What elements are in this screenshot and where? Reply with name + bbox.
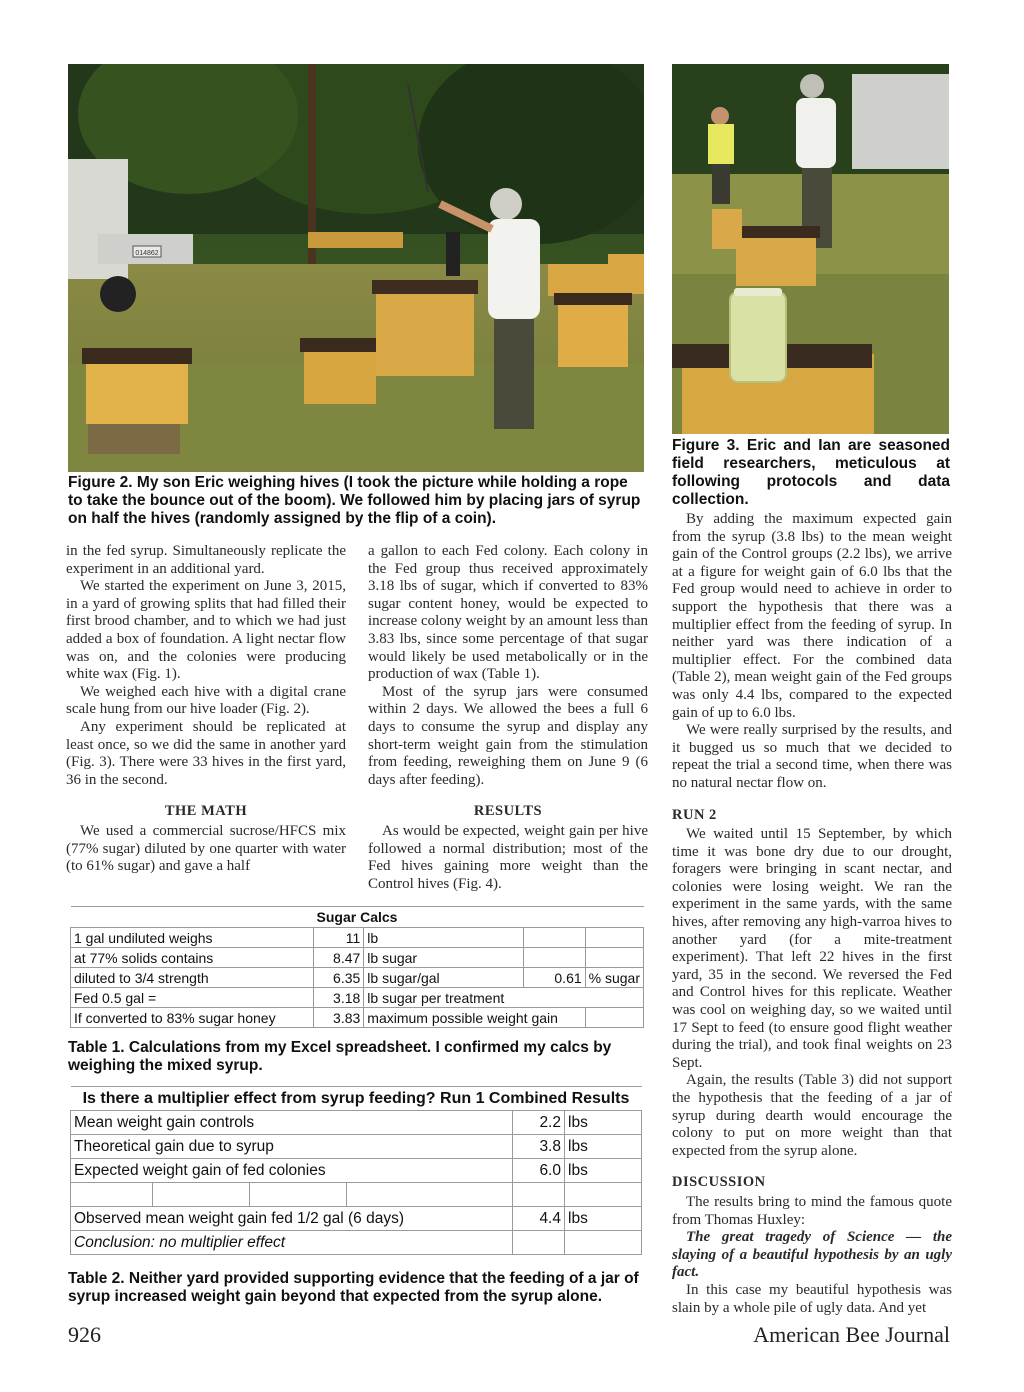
table-cell: 6.35 (314, 968, 364, 988)
table-cell: 8.47 (314, 948, 364, 968)
table-row (71, 1008, 644, 1028)
column-2 (368, 543, 648, 893)
table-cell: If converted to 83% sugar honey (71, 1008, 314, 1028)
page-number: 926 (68, 1322, 101, 1347)
table-cell: Theoretical gain due to syrup (71, 1135, 513, 1159)
table-cell: lb sugar (364, 948, 524, 968)
table-cell (585, 948, 643, 968)
heading-discussion: DISCUSSION (672, 1174, 766, 1191)
table-2-run-1-results (70, 1086, 642, 1255)
col1-paragraph-1: in the fed syrup. Simultaneously replicate the experiment in an additional yard. (66, 543, 346, 577)
table-cell: Expected weight gain of fed colonies (71, 1159, 513, 1183)
column-3 (672, 511, 952, 1317)
figure-3-image (672, 64, 949, 434)
table-row (71, 968, 644, 988)
table-1-sugar-calcs (70, 906, 644, 1028)
col1-paragraph-5: We used a commercial sucrose/HFCS mix (77% sugar) diluted by one quarter with water (to 61% sugar) and gave a half (66, 822, 346, 875)
figure-3-caption: Figure 3. Eric and Ian are seasoned field researchers, meticulous at following protocols and data collection. (672, 437, 950, 508)
column-1 (66, 543, 346, 876)
table-cell (71, 1183, 153, 1207)
table-cell: lbs (565, 1207, 642, 1231)
table-cell: 6.0 (513, 1159, 565, 1183)
table-cell (524, 928, 585, 948)
col1-paragraph-3: We weighed each hive with a digital crane scale hung from our hive loader (Fig. 2). (66, 683, 346, 718)
table-cell (347, 1183, 513, 1207)
table-cell: 0.61 (524, 968, 585, 988)
heading-the-math: THE MATH (164, 803, 248, 820)
table-row (71, 1111, 642, 1135)
table-cell: lbs (565, 1111, 642, 1135)
figure-3-photo (672, 64, 949, 434)
figure-2-image (68, 64, 644, 472)
table-2-title: Is there a multiplier effect from syrup feeding? Run 1 Combined Results (71, 1087, 642, 1111)
table-cell: at 77% solids contains (71, 948, 314, 968)
col3-paragraph-6: In this case my beautiful hypothesis was slain by a whole pile of ugly data. And yet (672, 1281, 952, 1316)
table-cell (250, 1183, 347, 1207)
col3-paragraph-5: The results bring to mind the famous quote from Thomas Huxley: (672, 1193, 952, 1228)
table-cell (513, 1231, 565, 1255)
col3-paragraph-3: We waited until 15 September, by which time it was bone dry due to our drought, foragers were bringing in scant nectar, and colonies were losing weight. We ran the experiment in the same yards, with the same hives, after removing any high-varroa hives to another yard (for a mite-treatment experiment). That left 22 hives in the first yard, 35 in the second. We reversed the Fed and Control hives for this replicate. Weather was cool on weighing day, so we waited until 17 Sept to feed (to ensure good flight weather during the trial), and took final weights on 23 Sept. (672, 826, 952, 1071)
col2-paragraph-2: Most of the syrup jars were consumed within 2 days. We allowed the bees a full 6 days to consume the syrup and display any short-term weight gain from the stimulation from feeding, reweighing them on June 9 (6 days after feeding). (368, 683, 648, 788)
table-cell: Fed 0.5 gal = (71, 988, 314, 1008)
table-cell: diluted to 3/4 strength (71, 968, 314, 988)
table-cell: 3.83 (314, 1008, 364, 1028)
table-cell (585, 1008, 643, 1028)
figure-2-photo (68, 64, 644, 472)
col2-paragraph-3: As would be expected, weight gain per hive followed a normal distribution; most of the Fed hives gaining more weight than the Control hives (Fig. 4). (368, 822, 648, 892)
figure-2-caption: Figure 2. My son Eric weighing hives (I took the picture while holding a rope to take the bounce out of the boom). We followed him by placing jars of syrup on half the hives (randomly assigned by the flip of a coin). (68, 474, 641, 527)
table-cell: 11 (314, 928, 364, 948)
table-cell: lb sugar/gal (364, 968, 524, 988)
table-row (71, 1207, 642, 1231)
table-cell: 3.18 (314, 988, 364, 1008)
table-1-title: Sugar Calcs (71, 907, 644, 928)
table-cell: 2.2 (513, 1111, 565, 1135)
table-2-conclusion: Conclusion: no multiplier effect (71, 1231, 513, 1255)
table-cell: 1 gal undiluted weighs (71, 928, 314, 948)
col1-paragraph-4: Any experiment should be replicated at least once, so we did the same in another yard (Fig. 3). There were 33 hives in the first yard, 36 in the second. (66, 718, 346, 788)
col3-paragraph-4: Again, the results (Table 3) did not support the hypothesis that the feeding of a jar of syrup during dearth would encourage the colony to put on more weight than that expected from the syrup alone. (672, 1072, 952, 1159)
col2-paragraph-1: a gallon to each Fed colony. Each colony in the Fed group thus received approximately 3.18 lbs of sugar, which if converted to 83% sugar content honey, would be expected to increase colony weight by an amount less than 3.83 lbs, since some percentage of that sugar would likely be used metabolically or in the production of wax (Table 1). (368, 543, 648, 683)
col1-paragraph-2: We started the experiment on June 3, 2015, in a yard of growing splits that had filled their first brood chamber, and to which we had just added a box of foundation. A light nectar flow was on, and the colonies were producing white wax (Fig. 1). (66, 578, 346, 683)
license-plate: 014862 (135, 250, 159, 257)
col3-paragraph-2: We were really surprised by the results, and it bugged us so much that we decided to repeat the trial a second time, when there was no natural nectar flow on. (672, 722, 952, 791)
table-cell: Observed mean weight gain fed 1/2 gal (6 days) (71, 1207, 513, 1231)
table-cell (153, 1183, 250, 1207)
table-cell (513, 1183, 565, 1207)
table-cell: lbs (565, 1135, 642, 1159)
table-1-caption: Table 1. Calculations from my Excel spreadsheet. I confirmed my calcs by weighing the mixed syrup. (68, 1039, 612, 1074)
table-cell (524, 948, 585, 968)
table-row (71, 1183, 642, 1207)
table-cell: lb (364, 928, 524, 948)
table-cell: Mean weight gain controls (71, 1111, 513, 1135)
huxley-quote: The great tragedy of Science — the slaying of a beautiful hypothesis by an ugly fact. (672, 1229, 952, 1281)
journal-name: American Bee Journal (753, 1322, 950, 1347)
heading-results: RESULTS (473, 803, 543, 820)
table-cell: lbs (565, 1159, 642, 1183)
table-row (71, 928, 644, 948)
table-cell (565, 1183, 642, 1207)
table-cell (565, 1231, 642, 1255)
table-cell: 4.4 (513, 1207, 565, 1231)
heading-run-2: RUN 2 (672, 806, 717, 823)
table-row (71, 1135, 642, 1159)
table-cell: 3.8 (513, 1135, 565, 1159)
table-row (71, 1231, 642, 1255)
table-cell: maximum possible weight gain (364, 1008, 585, 1028)
table-2-caption: Table 2. Neither yard provided supporting evidence that the feeding of a jar of syrup increased weight gain beyond that expected from the syrup alone. (68, 1270, 639, 1305)
col3-paragraph-1: By adding the maximum expected gain from the syrup (3.8 lbs) to the mean weight gain of the Control groups (2.2 lbs), we arrive at a figure for weight gain of 6.0 lbs that the Fed group would need to achieve in order to support the hypothesis that there was a multiplier effect from the feeding of syrup. In neither yard was there indication of a multiplier effect. For the combined data (Table 2), mean weight gain of the Fed groups was only 4.4 lbs, compared to the expected gain of up to 6.0 lbs. (672, 511, 952, 721)
table-row (71, 988, 644, 1008)
table-cell: lb sugar per treatment (364, 988, 644, 1008)
table-row (71, 948, 644, 968)
table-cell: % sugar (585, 968, 643, 988)
table-row (71, 1159, 642, 1183)
table-cell (585, 928, 643, 948)
